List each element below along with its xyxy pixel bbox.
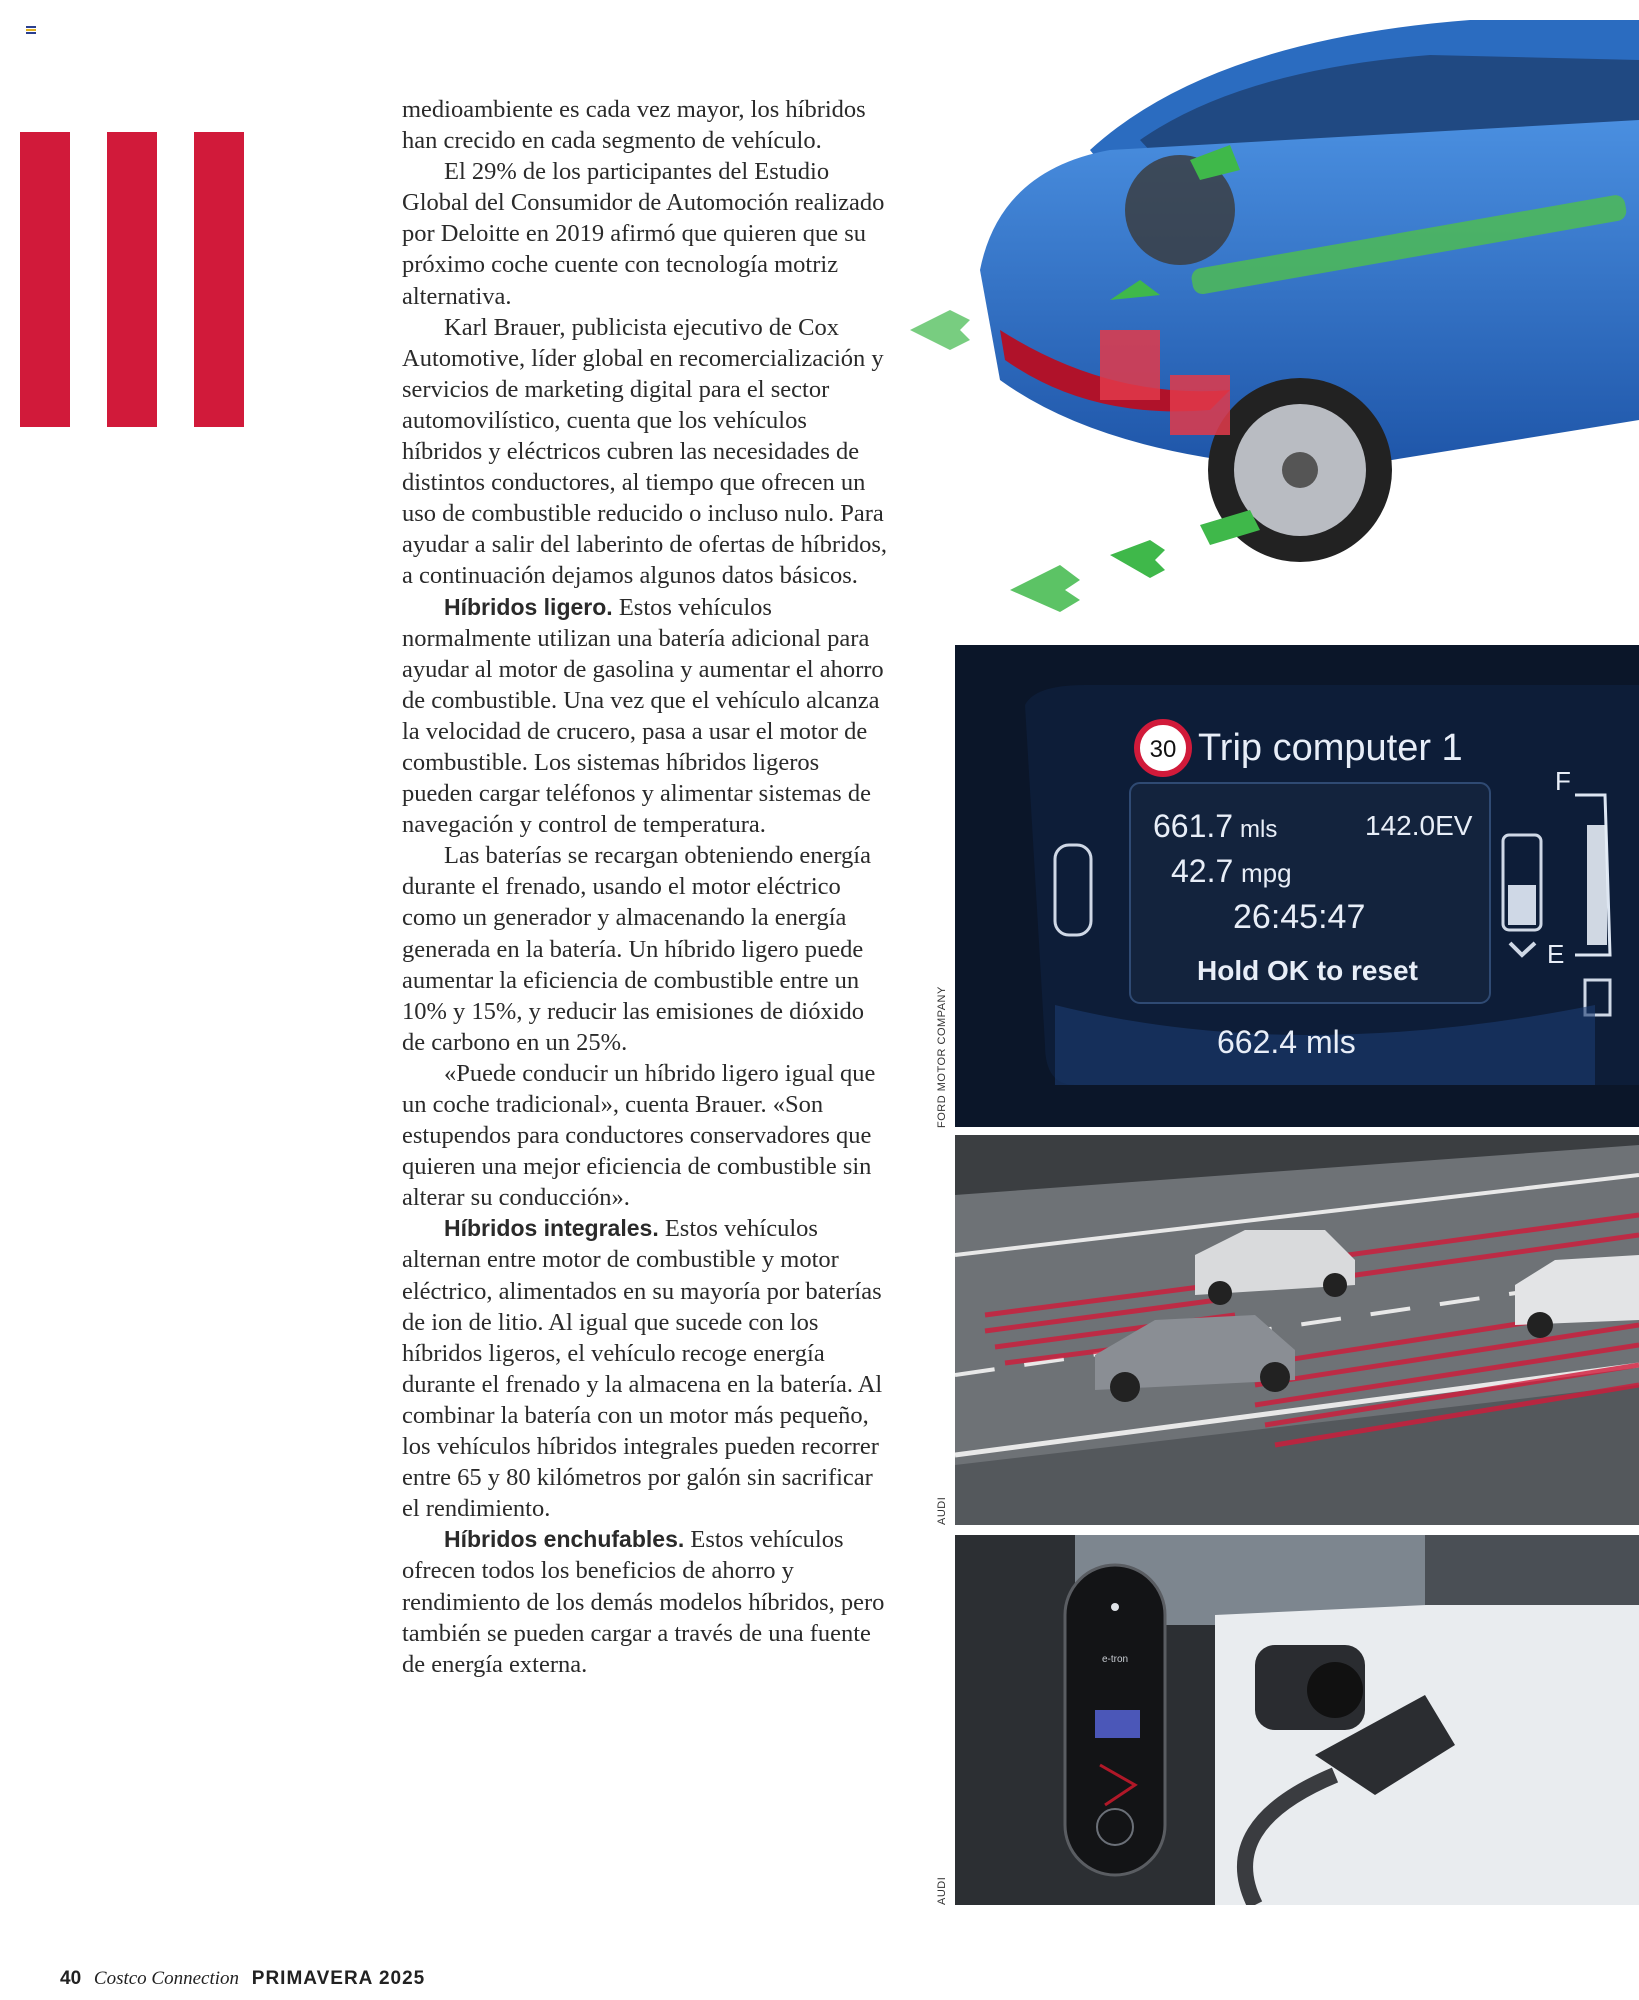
article-paragraph (402, 312, 888, 592)
trip-distance-unit: mls (1240, 816, 1278, 843)
article-paragraph (402, 1058, 888, 1213)
paragraph-lead: Híbridos integrales. (444, 1215, 659, 1242)
mpg-unit: mpg (1241, 858, 1292, 888)
paragraph-lead: Híbridos ligero. (444, 593, 613, 620)
decorative-red-bars (20, 132, 245, 427)
red-bar (194, 132, 244, 427)
trip-time: 26:45:47 (1233, 898, 1366, 936)
article-paragraph (402, 1524, 888, 1679)
photo-credit-charging: AUDI (936, 1876, 948, 1905)
magazine-name: Costco Connection (93, 1968, 240, 1989)
fuel-empty-label: E (1547, 939, 1565, 969)
paragraph-text: «Puede conducir un híbrido ligero igual que un coche tradicional», cuenta Brauer. «Son estupendos para conductores conservadores que quieren una mejor eficiencia de combustible sin alterar su conducción». (402, 1059, 876, 1212)
red-bar (107, 132, 157, 427)
corner-mark (26, 26, 36, 34)
article-paragraph (402, 156, 888, 311)
paragraph-text: El 29% de los participantes del Estudio Global del Consumidor de Automoción realizado por Deloitte en 2019 afirmó que quieren que su próximo coche cuente con tecnología motriz alternativa. (402, 158, 885, 310)
odometer-value: 662.4 mls (1217, 1024, 1356, 1060)
article-paragraph (402, 840, 888, 1058)
fuel-full-label: F (1555, 766, 1571, 796)
reset-hint: Hold OK to reset (1197, 955, 1418, 986)
trip-distance-value: 661.7 (1153, 808, 1234, 844)
trip-computer-dashboard-photo (955, 645, 1639, 1127)
article-paragraph (402, 1213, 888, 1524)
ev-charging-photo (955, 1535, 1639, 1905)
issue-label: PRIMAVERA 2025 (251, 1968, 426, 1989)
charger-brand: e-tron (1101, 1654, 1129, 1665)
speed-limit-value: 30 (1149, 736, 1177, 763)
paragraph-text: Las baterías se recargan obteniendo energía durante el frenado, usando el motor eléctrico como un generador y almacenando la energía generada en la batería. Un híbrido ligero puede aumentar la eficiencia de combustible entre un 10% y 15%, y reducir las emisiones de dióxido de carbono en un 25%. (402, 842, 871, 1056)
paragraph-lead: Híbridos enchufables. (444, 1526, 685, 1553)
hybrid-car-cutaway-photo (910, 0, 1639, 630)
trip-computer-title: Trip computer 1 (1198, 727, 1463, 769)
page-number: 40 (60, 1968, 82, 1989)
highway-radar-photo (955, 1135, 1639, 1525)
article-body (402, 94, 888, 1680)
photo-credit-dashboard: FORD MOTOR COMPANY (936, 986, 948, 1128)
mpg-value: 42.7 (1171, 853, 1234, 889)
page-footer (60, 1968, 425, 1990)
power-icon (1111, 1603, 1119, 1611)
photo-credit-highway: AUDI (936, 1496, 948, 1525)
article-paragraph (402, 592, 888, 841)
paragraph-text: Estos vehículos ofrecen todos los beneficios de ahorro y rendimiento de los demás modelos híbridos, pero también se pueden cargar a través de una fuente de energía externa. (402, 1526, 885, 1678)
article-paragraph (402, 94, 888, 156)
red-bar (20, 132, 70, 427)
paragraph-text: Estos vehículos normalmente utilizan una batería adicional para ayudar al motor de gasolina y aumentar el ahorro de combustible. Una vez que el vehículo alcanza la velocidad de crucero, pasa a usar el motor de combustible. Los sistemas híbridos ligeros pueden cargar teléfonos y alimentar sistemas de navegación y control de temperatura. (402, 593, 884, 839)
paragraph-text: medioambiente es cada vez mayor, los híbridos han crecido en cada segmento de vehículo. (402, 96, 866, 155)
paragraph-text: Estos vehículos alternan entre motor de combustible y motor eléctrico, alimentados en su mayoría por baterías de ion de litio. Al igual que sucede con los híbridos ligeros, el vehículo recoge energía durante el frenado y la almacena en la batería. Al combinar la batería con un motor más pequeño, los vehículos híbridos integrales pueden recorrer entre 65 y 80 kilómetros por galón sin sacrificar el rendimiento. (402, 1215, 883, 1523)
ev-value: 142.0EV (1365, 810, 1473, 841)
paragraph-text: Karl Brauer, publicista ejecutivo de Cox Automotive, líder global en recomercialización y servicios de marketing digital para el sector automovilístico, cuenta que los vehículos híbridos y eléctricos cubren las necesidades de distintos conductores, al tiempo que ofrecen un uso de combustible reducido o incluso nulo. Para ayudar a salir del laberinto de ofertas de híbridos, a continuación dejamos algunos datos básicos. (402, 313, 888, 590)
